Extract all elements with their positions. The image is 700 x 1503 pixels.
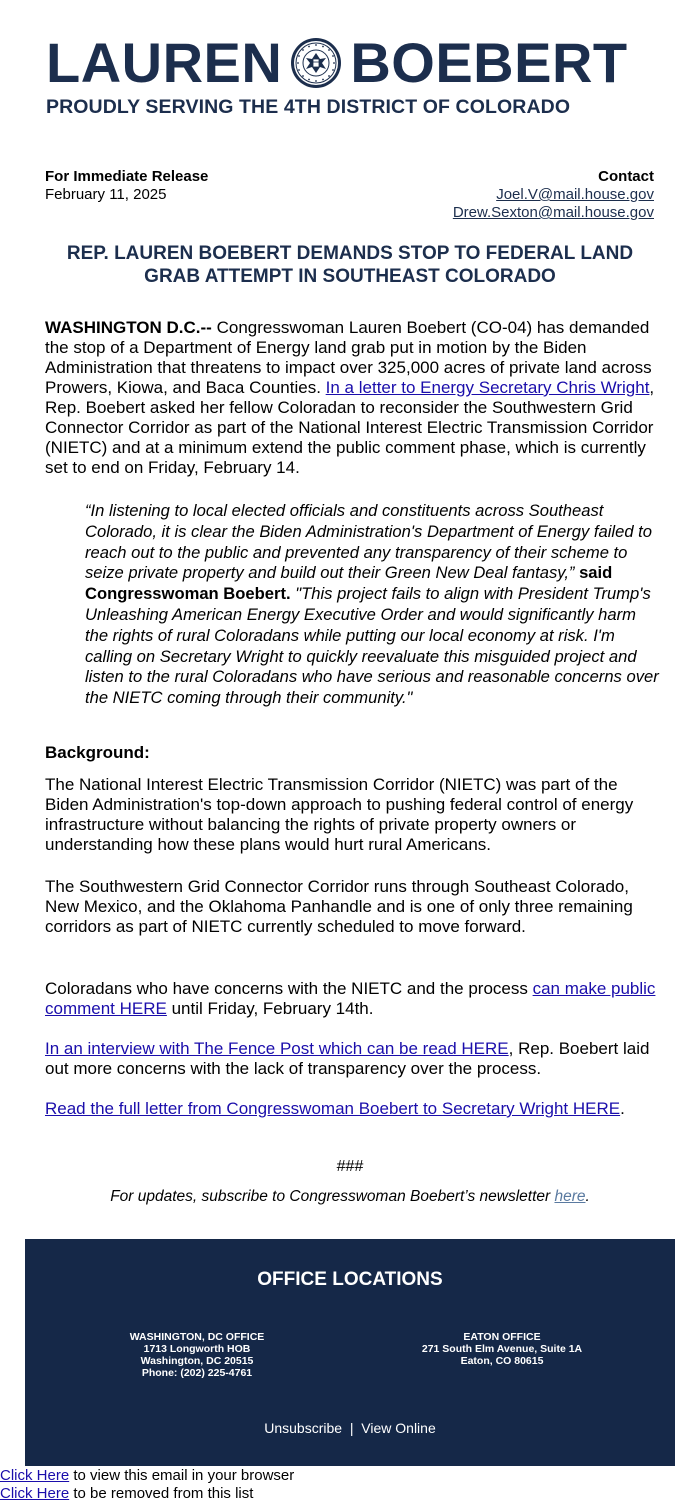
view-in-browser-line xyxy=(0,1467,294,1485)
letter-link[interactable]: In a letter to Energy Secretary Chris Wright xyxy=(325,378,650,397)
office-locations-title: OFFICE LOCATIONS xyxy=(257,1269,443,1290)
dateline: WASHINGTON D.C.-- xyxy=(45,318,212,337)
dc-office-line-1: 1713 Longworth HOB xyxy=(143,1343,251,1355)
release-date: February 11, 2025 xyxy=(45,186,167,203)
quote-part-1: “In listening to local elected officials and constituents across Southeast Colorado, it is clear the Biden Administration's Department of Energy failed to reach out to the public and prevented any transparency of their scheme to seize private property and build out their Green New Deal fantasy,” xyxy=(85,501,653,583)
press-release-headline: REP. LAUREN BOEBERT DEMANDS STOP TO FEDERAL LAND GRAB ATTEMPT IN SOUTHEAST COLORADO xyxy=(66,243,634,287)
newsletter-notice xyxy=(0,1188,700,1206)
quote-attribution: said Congresswoman Boebert. xyxy=(85,563,613,604)
dc-office-line-2: Washington, DC 20515 xyxy=(140,1355,254,1367)
contact-email-joel[interactable]: Joel.V@mail.house.gov xyxy=(496,186,654,203)
comment-text-end: until Friday, February 14th. xyxy=(166,999,374,1018)
comment-text: Coloradans who have concerns with the NIETC and the process xyxy=(45,979,533,998)
background-paragraph-4 xyxy=(45,1039,657,1079)
lead-text-1: Congresswoman Lauren Boebert (CO-04) has demanded the stop of a Department of Energy land grab put in motion by the Biden Administration that threatens to impact over 325,000 acres of private land across Prowers, Kiowa, and Baca Counties. xyxy=(45,318,652,397)
masthead-last-name: BOEBERT xyxy=(350,31,628,94)
eaton-office xyxy=(392,1331,612,1367)
dc-office xyxy=(97,1331,297,1379)
office-locations-footer xyxy=(25,1239,675,1466)
background-paragraph-2: The Southwestern Grid Connector Corridor runs through Southeast Colorado, New Mexico, and the Oklahoma Panhandle and is one of only three remaining corridors as part of NIETC currently scheduled to move forward. xyxy=(45,877,633,936)
background-heading: Background: xyxy=(45,743,150,762)
view-in-browser-link[interactable]: Click Here xyxy=(0,1467,70,1484)
masthead-name xyxy=(46,31,656,94)
contact-email-drew[interactable]: Drew.Sexton@mail.house.gov xyxy=(452,204,654,221)
letter-text-end: . xyxy=(620,1099,625,1118)
masthead-first-name: LAUREN xyxy=(46,31,283,94)
newsletter-text-end: . xyxy=(585,1188,590,1205)
masthead-subtitle: PROUDLY SERVING THE 4TH DISTRICT OF COLORADO xyxy=(46,96,571,118)
public-comment-link[interactable]: can make public comment HERE xyxy=(45,979,656,1018)
dc-office-name: WASHINGTON, DC OFFICE xyxy=(129,1331,265,1343)
house-seal-icon xyxy=(290,37,342,89)
unsubscribe-link[interactable]: Unsubscribe xyxy=(264,1420,343,1436)
footer-separator: | xyxy=(349,1420,354,1436)
release-info xyxy=(45,168,208,204)
background-paragraph-5 xyxy=(45,1099,657,1119)
background-paragraph-3 xyxy=(45,979,657,1019)
contact-label: Contact xyxy=(598,168,654,185)
end-mark: ### xyxy=(336,1158,364,1175)
boebert-quote xyxy=(85,501,660,709)
newsletter-link[interactable]: here xyxy=(554,1188,586,1205)
background-paragraph-1: The National Interest Electric Transmission Corridor (NIETC) was part of the Biden Administration's top-down approach to pushing federal control of energy infrastructure without balancing the rights of private property owners or understanding how these plans would hurt rural Americans. xyxy=(45,775,634,854)
eaton-office-line-1: 271 South Elm Avenue, Suite 1A xyxy=(421,1343,583,1355)
lead-text-2: , Rep. Boebert asked her fellow Coloradan to reconsider the Southwestern Grid Connector Corridor as part of the National Interest Electric Transmission Corridor (NIETC) and at a minimum extend the public comment phase, which is currently set to end on Friday, February 14. xyxy=(45,378,655,477)
eaton-office-name: EATON OFFICE xyxy=(463,1331,541,1343)
remove-from-list-text: to be removed from this list xyxy=(69,1485,254,1502)
release-label: For Immediate Release xyxy=(45,168,209,185)
interview-text: , Rep. Boebert laid out more concerns with the lack of transparency over the process. xyxy=(45,1039,650,1078)
view-online-link[interactable]: View Online xyxy=(361,1420,436,1436)
quote-part-2: "This project fails to align with President Trump's Unleashing American Energy Executive Order and would significantly harm the rights of rural Coloradans while putting our local economy at risk. I'm calling on Secretary Wright to quickly reevaluate this misguided project and listen to the rural Coloradans who have serious and reasonable concerns over the NIETC coming through their community." xyxy=(85,584,659,708)
view-in-browser-text: to view this email in your browser xyxy=(69,1467,295,1484)
lead-paragraph xyxy=(45,318,657,478)
masthead xyxy=(46,31,656,119)
remove-from-list-link[interactable]: Click Here xyxy=(0,1485,70,1502)
dc-office-line-3: Phone: (202) 225-4761 xyxy=(141,1367,253,1379)
newsletter-text: For updates, subscribe to Congresswoman Boebert’s newsletter xyxy=(110,1188,555,1205)
footer-links xyxy=(25,1420,675,1436)
eaton-office-line-2: Eaton, CO 80615 xyxy=(460,1355,544,1367)
remove-from-list-line xyxy=(0,1485,253,1503)
full-letter-link[interactable]: Read the full letter from Congresswoman Boebert to Secretary Wright HERE xyxy=(45,1099,621,1118)
fence-post-interview-link[interactable]: In an interview with The Fence Post which can be read HERE xyxy=(45,1039,509,1058)
contact-info xyxy=(453,168,654,222)
